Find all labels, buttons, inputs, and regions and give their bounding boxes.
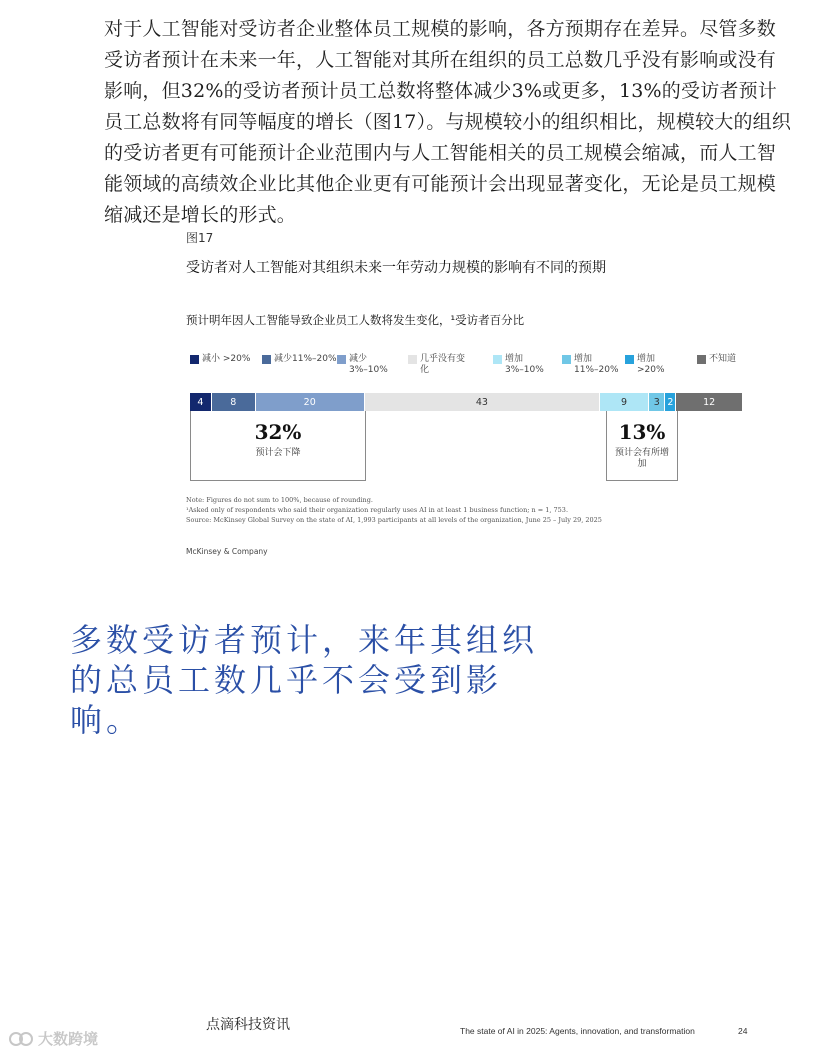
legend-swatch bbox=[625, 355, 634, 364]
legend-label: 增加 11%–20% bbox=[574, 354, 619, 375]
chart-legend bbox=[190, 354, 750, 384]
stacked-bar bbox=[190, 393, 742, 411]
figure-title: 受访者对人工智能对其组织未来一年劳动力规模的影响有不同的预期 bbox=[186, 260, 606, 276]
legend-item bbox=[262, 354, 337, 365]
figure-subtitle: 预计明年因人工智能导致企业员工人数将发生变化，¹受访者百分比 bbox=[186, 313, 525, 327]
callout-decrease bbox=[190, 411, 366, 481]
pull-quote: 多数受访者预计，来年其组织的总员工数几乎不会受到影响。 bbox=[70, 621, 539, 739]
legend-item bbox=[562, 354, 619, 376]
note-line: Note: Figures do not sum to 100%, because of rounding. bbox=[186, 496, 373, 504]
legend-swatch bbox=[337, 355, 346, 364]
bar-segment: 43 bbox=[365, 393, 600, 411]
legend-label: 增加 >20% bbox=[637, 354, 665, 375]
callout-decrease-caption: 预计会下降 bbox=[255, 448, 301, 458]
legend-item bbox=[408, 354, 465, 376]
footer-brand: 点滴科技资讯 bbox=[206, 1017, 290, 1033]
figure-notes bbox=[186, 495, 746, 525]
legend-item bbox=[337, 354, 388, 376]
source-brand: McKinsey & Company bbox=[186, 547, 268, 556]
callout-decrease-value: 32% bbox=[254, 420, 302, 444]
legend-swatch bbox=[493, 355, 502, 364]
legend-item bbox=[493, 354, 544, 376]
figure-label: 图17 bbox=[186, 231, 214, 245]
callout-increase-caption: 预计会有所增加 bbox=[614, 448, 669, 469]
page-number: 24 bbox=[738, 1026, 748, 1036]
legend-label: 不知道 bbox=[709, 354, 737, 364]
legend-label: 增加 3%–10% bbox=[505, 354, 544, 375]
bar-segment: 8 bbox=[212, 393, 256, 411]
footer-report-title: The state of AI in 2025: Agents, innovation, and transformation bbox=[460, 1026, 695, 1036]
legend-swatch bbox=[190, 355, 199, 364]
legend-swatch bbox=[408, 355, 417, 364]
legend-label: 几乎没有变 化 bbox=[420, 354, 466, 375]
legend-label: 减少 3%–10% bbox=[349, 354, 388, 375]
watermark-text: 大数跨境 bbox=[38, 1030, 99, 1048]
legend-swatch bbox=[262, 355, 271, 364]
bar-segment: 9 bbox=[600, 393, 649, 411]
legend-item bbox=[697, 354, 736, 365]
note-line: Source: McKinsey Global Survey on the state of AI, 1,993 participants at all levels of the organization, June 25 – July 29, 2025 bbox=[186, 516, 602, 524]
watermark bbox=[8, 1028, 98, 1049]
bar-segment: 2 bbox=[665, 393, 676, 411]
callout-increase-value: 13% bbox=[618, 420, 666, 444]
bar-segment: 20 bbox=[256, 393, 365, 411]
bar-segment: 4 bbox=[190, 393, 212, 411]
legend-swatch bbox=[697, 355, 706, 364]
legend-item bbox=[625, 354, 665, 376]
legend-item bbox=[190, 354, 250, 365]
bar-segment: 3 bbox=[649, 393, 665, 411]
callout-increase bbox=[606, 411, 678, 481]
legend-label: 减小 >20% bbox=[202, 354, 251, 364]
legend-label: 减少11%–20% bbox=[274, 354, 337, 364]
watermark-logo-icon bbox=[8, 1030, 34, 1048]
intro-paragraph: 对于人工智能对受访者企业整体员工规模的影响，各方预期存在差异。尽管多数受访者预计在未来一年，人工智能对其所在组织的员工总数几乎没有影响或没有影响，但32%的受访者预计员工总数将整体减少3%或更多，13%的受访者预计员工总数将有同等幅度的增长（图17）。与规模较小的组织相比，规模较大的组织的受访者更有可能预计企业范围内与人工智能相关的员工规模会缩减，而人工智能领域的高绩效企业比其他企业更有可能预计会出现显著变化，无论是员工规模缩减还是增长的形式。 bbox=[104, 18, 792, 226]
note-line: ¹Asked only of respondents who said their organization regularly uses AI in at least 1 business function; n = 1, 753. bbox=[186, 506, 569, 514]
legend-swatch bbox=[562, 355, 571, 364]
bar-segment: 12 bbox=[676, 393, 742, 411]
